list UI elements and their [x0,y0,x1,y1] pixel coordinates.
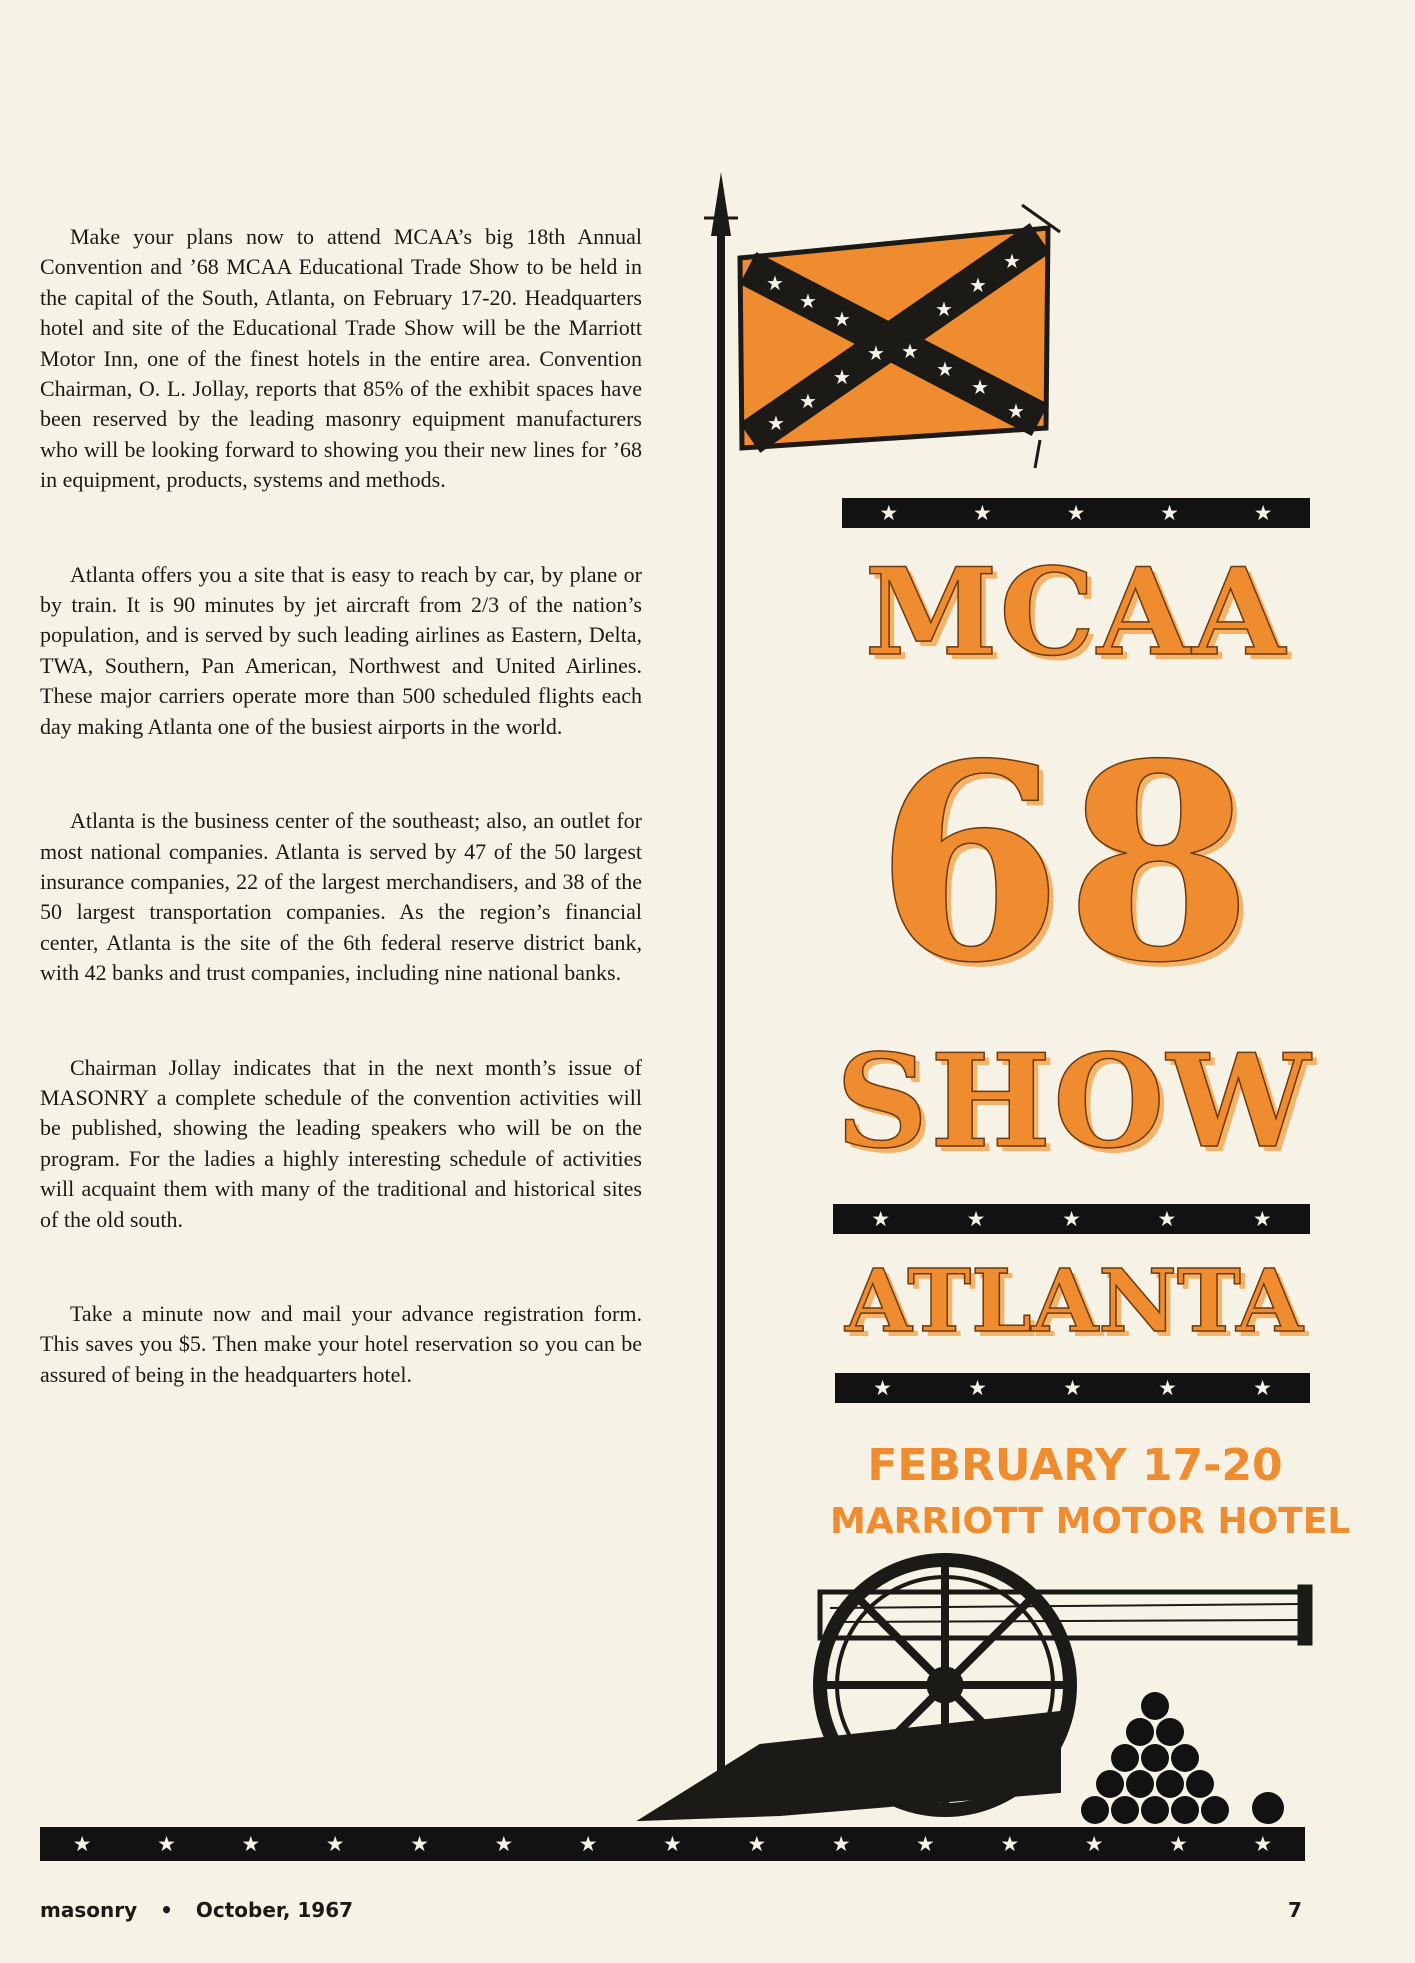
page-footer [40,1898,353,1922]
star-icon: ★ [873,1376,892,1400]
poster-word-show: SHOW [835,1027,1313,1177]
star-icon: ★ [410,1832,429,1856]
star-icon: ★ [1252,1207,1272,1231]
star-icon: ★ [578,1832,598,1856]
star-bar-bottom [40,1827,1305,1861]
star-icon: ★ [871,1207,891,1231]
star-icon: ★ [968,1376,987,1400]
confederate-flag-icon [740,205,1060,468]
svg-text:★: ★ [1003,249,1021,273]
event-venue: MARRIOTT MOTOR HOTEL [830,1501,1351,1542]
svg-text:★: ★ [867,341,885,365]
star-icon: ★ [966,1207,986,1231]
star-bar-middle [833,1204,1310,1234]
article-paragraph: Atlanta offers you a site that is easy to reach by car, by plane or by train. It is 90 minutes by jet aircraft from 2/3 of the nation’s population, and is served by such leading airlines as Eastern, Delta, TWA, Southern, Pan American, Northwest and United Airlines. These major carriers operate more than 500 scheduled flights each day making Atlanta one of the busiest airports in the world. [40,561,642,739]
star-icon: ★ [1158,1376,1177,1400]
svg-text:★: ★ [971,375,989,399]
star-icon: ★ [241,1832,261,1856]
star-icon: ★ [1253,1376,1272,1400]
star-icon: ★ [972,501,992,525]
star-bar-top [842,498,1310,528]
poster-word-atlanta: ATLANTA [845,1251,1303,1352]
svg-text:★: ★ [901,339,919,363]
star-icon: ★ [325,1832,345,1856]
svg-text:★: ★ [767,411,785,435]
star-icon: ★ [663,1832,682,1856]
article-paragraph: Make your plans now to attend MCAA’s big 18th Annual Convention and ’68 MCAA Educational Trade Show to be held in the capital of the South, Atlanta, on February 17-20. Headquarters hotel and site of the Educational Trade Show will be the Marriott Motor Inn, one of the finest hotels in the entire area. Convention Chairman, O. L. Jollay, reports that 85% of the exhibit spaces have been reserved by the leading masonry equipment manufacturers who will be looking forward to showing you their new lines for ’68 in equipment, products, systems and methods. [40,224,642,493]
svg-text:★: ★ [936,357,954,381]
svg-text:★: ★ [833,365,851,389]
star-icon: ★ [916,1832,935,1856]
page-number: 7 [1288,1898,1302,1922]
star-icon: ★ [157,1832,176,1856]
star-icon: ★ [747,1832,767,1856]
star-icon: ★ [1062,1207,1081,1231]
star-icon: ★ [494,1832,514,1856]
poster-word-68: 68 [875,704,1255,1022]
svg-text:★: ★ [799,289,817,313]
star-icon: ★ [1253,1832,1273,1856]
star-icon: ★ [72,1832,92,1856]
svg-text:★: ★ [969,273,987,297]
event-date: FEBRUARY 17-20 [867,1440,1283,1491]
flagpole [704,172,738,1790]
svg-text:★: ★ [1007,399,1025,423]
star-icon: ★ [1063,1376,1082,1400]
article-paragraph: Atlanta is the business center of the southeast; also, an outlet for most national companies. Atlanta is served by 47 of the 50 largest insurance companies, 22 of the largest merchandisers, and 38 of the 50 largest transportation companies. As the region’s financial center, Atlanta is the site of the 6th federal reserve district bank, with 42 banks and trust companies, including nine national banks. [40,808,642,986]
article-paragraph: Chairman Jollay indicates that in the next month’s issue of MASONRY a complete schedule of the convention activities will be published, showing the leading speakers who will be on the program. For the ladies a highly interesting schedule of activities will acquaint them with many of the traditional and historical sites of the old south. [40,1054,642,1232]
star-icon: ★ [1160,501,1179,525]
star-icon: ★ [1000,1832,1020,1856]
svg-text:★: ★ [766,271,784,295]
issue-date: October, 1967 [195,1898,354,1922]
separator-dot: • [160,1898,173,1922]
star-icon: ★ [1084,1832,1104,1856]
publication-name: masonry [40,1898,138,1922]
star-icon: ★ [1157,1207,1177,1231]
svg-text:★: ★ [935,297,953,321]
star-icon: ★ [831,1832,851,1856]
star-icon: ★ [1253,501,1273,525]
article-paragraph: Take a minute now and mail your advance registration form. This saves you $5. Then make your hotel reservation so you can be assured of being in the headquarters hotel. [40,1300,642,1387]
svg-text:★: ★ [833,307,851,331]
star-icon: ★ [1066,501,1086,525]
star-icon: ★ [1169,1832,1188,1856]
svg-text:★: ★ [799,389,817,413]
star-icon: ★ [879,501,899,525]
poster-word-mcaa: MCAA [864,542,1288,683]
cannonballs-icon [1081,1692,1284,1824]
star-bar-lower [835,1373,1310,1403]
